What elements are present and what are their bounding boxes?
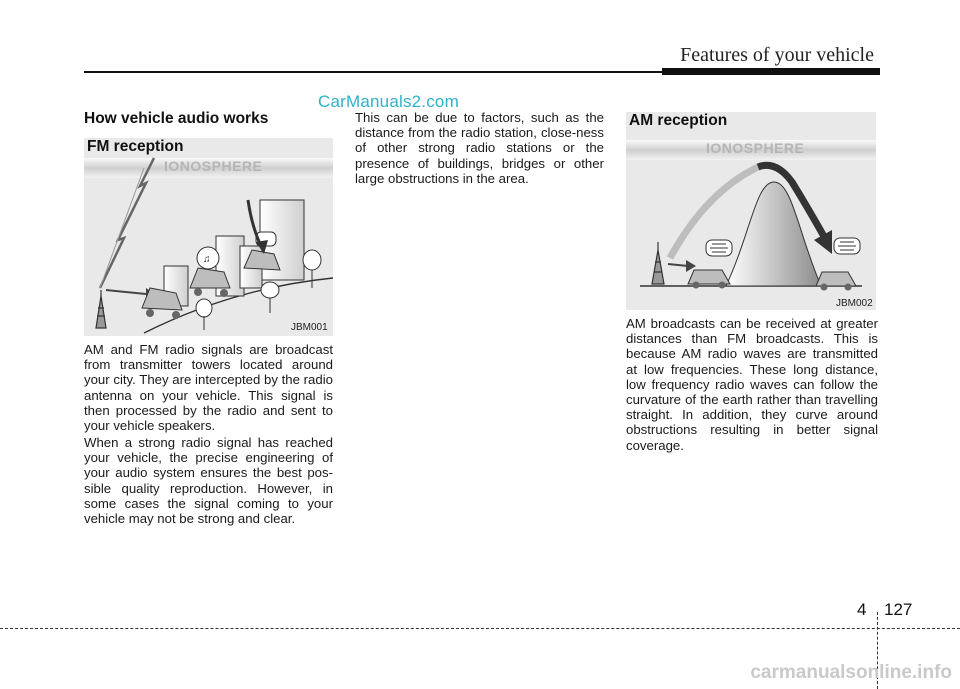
header-rule [84,71,662,73]
fm-reception-figure [84,138,333,336]
paragraph-col1-2: When a strong radio signal has reached your vehicle, the precise engineering of your audio system ensures the best pos-sible quality reproduction. However, in some cases the signal coming to your vehicle may not be strong and clear. [84,435,333,527]
am-panel-title: AM reception [629,112,728,129]
fm-panel-title: FM reception [87,138,184,155]
footer-rule [0,628,960,629]
am-ionosphere-label: IONOSPHERE [706,140,805,156]
chapter-number: 4 [857,600,867,619]
section-heading: How vehicle audio works [84,110,269,127]
svg-text:♫: ♫ [203,254,211,265]
am-reception-figure [626,112,876,310]
watermark-top[interactable]: CarManuals2.com [318,92,459,111]
paragraph-col2-1: This can be due to factors, such as the distance from the radio station, close-ness of other strong radio stations or the presence of buildings, bridges or other large obstructions in the area. [355,110,604,186]
header-rule-accent [662,68,880,75]
fm-figure-code: JBM001 [291,322,328,333]
watermark-bottom[interactable]: carmanualsonline.info [750,662,952,683]
paragraph-col3-1: AM broadcasts can be received at greater distances than FM broadcasts. This is because AM radio waves are transmitted at low frequencies. These long distance, low frequency radio waves can follow the curvature of the earth rather than travelling straight. In addition, they curve around obstructions resulting in better signal coverage. [626,316,878,453]
fm-ionosphere-label: IONOSPHERE [164,158,263,174]
header-title: Features of your vehicle [680,44,874,66]
am-figure-code: JBM002 [836,298,873,309]
page-number: 127 [884,600,913,619]
paragraph-col1-1: AM and FM radio signals are broadcast from transmitter towers located around your city. They are intercepted by the radio antenna on your vehicle. This signal is then processed by the radio and sent to your vehicle speakers. [84,342,333,434]
